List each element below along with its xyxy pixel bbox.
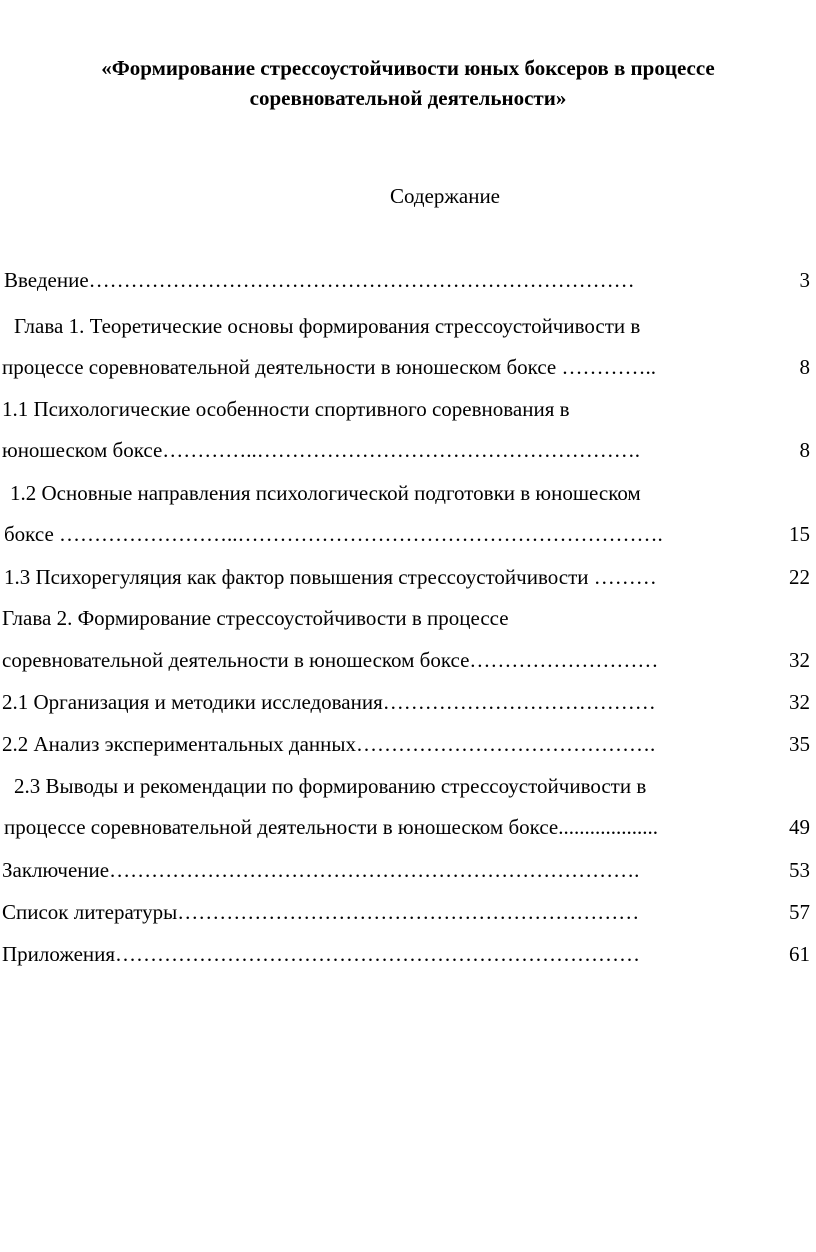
toc-entry [0,897,816,927]
toc-entry-text: боксе ……………………..……………………………………………………. [4,522,663,546]
toc-entry-text: 1.1 Психологические особенности спортивного соревнования в [2,397,570,421]
toc-entry-text: Приложения………………………………………………………………… [2,942,641,966]
toc-entry-page: 22 [789,565,810,589]
toc-entry-page: 15 [789,522,810,546]
toc-entry-text: Введение…………………………………………………………………… [4,268,635,292]
toc-entry [0,562,816,592]
toc-entry-text: Глава 2. Формирование стрессоустойчивости в процессе [2,606,509,630]
toc-entry [0,812,816,842]
toc-entry [0,394,816,424]
toc-entry-page: 32 [789,648,810,672]
toc-entry-page: 49 [789,815,810,839]
toc-entry-page: 32 [789,690,810,714]
toc-entry-text: 1.2 Основные направления психологической подготовки в юношеском [10,481,641,505]
toc-entry-text: 2.1 Организация и методики исследования………………………………… [2,690,656,714]
toc-entry [0,603,816,633]
toc-entry [0,729,816,759]
toc-entry-text: Глава 1. Теоретические основы формирования стрессоустойчивости в [14,314,641,338]
document-title-line-2: соревновательной деятельности» [249,86,567,110]
toc-entry-text: Список литературы………………………………………………………… [2,900,640,924]
toc-entry-page: 8 [799,355,810,379]
toc-entry-text: Заключение…………………………………………………………………. [2,858,640,882]
toc-entry-text: юношеском боксе…………..………………………………………………. [2,438,641,462]
toc-entry-text: процессе соревновательной деятельности в юношеском боксе................... [4,815,658,839]
toc-entry [0,435,816,465]
toc-entry-text: 1.3 Психорегуляция как фактор повышения стрессоустойчивости ……… [4,565,657,589]
toc-entry-text: процессе соревновательной деятельности в юношеском боксе ………….. [2,355,656,379]
toc-entry-text: 2.2 Анализ экспериментальных данных……………………………………. [2,732,656,756]
toc-entry-text: 2.3 Выводы и рекомендации по формированию стрессоустойчивости в [14,774,647,798]
toc-entry [0,939,816,969]
toc-entry [0,311,816,341]
toc-entry [0,478,816,508]
toc-entry [0,687,816,717]
toc-entry-page: 35 [789,732,810,756]
toc-entry [0,855,816,885]
toc-entry-text: соревновательной деятельности в юношеском боксе……………………… [2,648,659,672]
toc-entry-page: 53 [789,858,810,882]
toc-entry [0,265,816,295]
toc-entry [0,645,816,675]
toc-entry-page: 61 [789,942,810,966]
toc-entry-page: 57 [789,900,810,924]
toc-entry-page: 8 [799,438,810,462]
toc-entry-page: 3 [799,268,810,292]
toc-entry [0,771,816,801]
toc-entry [0,519,816,549]
toc-entry [0,352,816,382]
document-title-line-1: «Формирование стрессоустойчивости юных боксеров в процессе [101,56,715,80]
toc-heading: Содержание [389,184,501,208]
